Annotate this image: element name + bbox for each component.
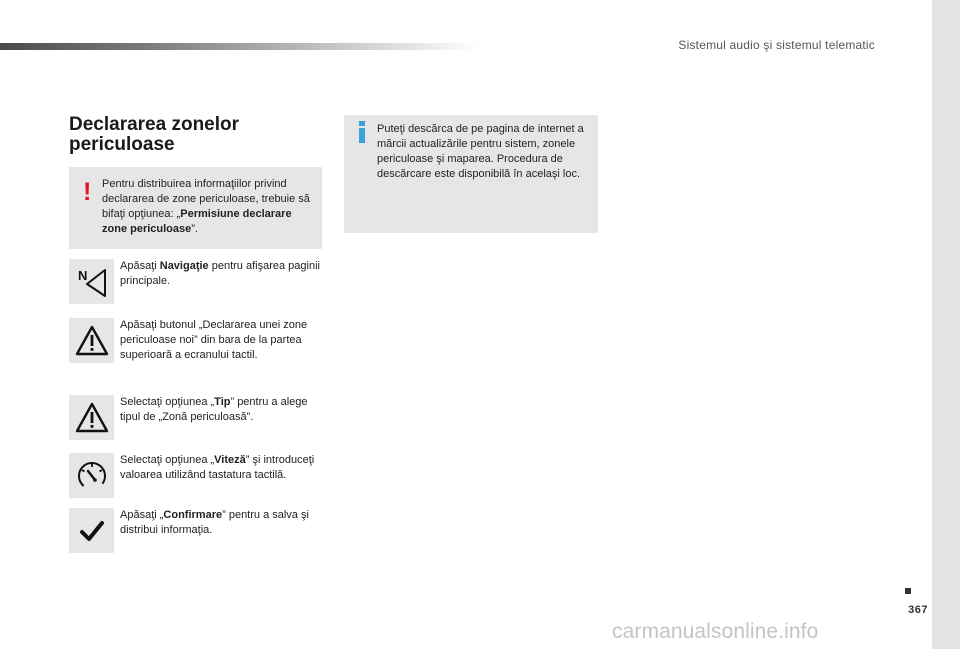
warning-triangle-icon [69, 318, 114, 363]
watermark: carmanualsonline.info [612, 620, 819, 643]
checkmark-icon [69, 508, 114, 553]
page-marker [905, 588, 911, 594]
exclamation-icon: ! [83, 178, 92, 206]
step-text: Selectaţi opţiunea „Viteză” şi introduceţi valoarea utilizând tastatura tactilă. [120, 454, 315, 481]
step-text: Apăsaţi „Confirmare” pentru a salva şi distribui informaţia. [120, 509, 309, 536]
section-title: Declararea zonelor periculoase [69, 114, 240, 155]
navigation-icon [69, 259, 114, 304]
info-icon [358, 121, 366, 144]
step-text: Apăsaţi Navigaţie pentru afişarea paginii principale. [120, 260, 320, 287]
step-text: Selectaţi opţiunea „Tip” pentru a alege tipul de „Zonă periculoasă”. [120, 396, 308, 423]
header-gradient-bar [0, 43, 480, 50]
speedometer-icon [69, 453, 114, 498]
page-edge-strip [932, 0, 960, 649]
warning-triangle-icon [69, 395, 114, 440]
info-text: Puteţi descărca de pe pagina de internet a mărcii actualizările pentru sistem, zonele periculoase şi maparea. Procedura de descărcare este disponibilă în acelaşi loc. [377, 123, 584, 180]
svg-text:N: N [77, 267, 87, 283]
warning-box [69, 167, 322, 249]
warning-text: Pentru distribuirea informaţiilor privind declararea de zone periculoase, trebuie să bifaţi opţiunea: „Permisiune declarare zone periculoase”. [102, 178, 310, 235]
page-number: 367 [908, 604, 928, 616]
info-box [344, 115, 598, 233]
chapter-title: Sistemul audio şi sistemul telematic [678, 38, 875, 52]
step-text: Apăsaţi butonul „Declararea unei zone periculoase noi” din bara de la partea superioară a ecranului tactil. [120, 319, 308, 361]
